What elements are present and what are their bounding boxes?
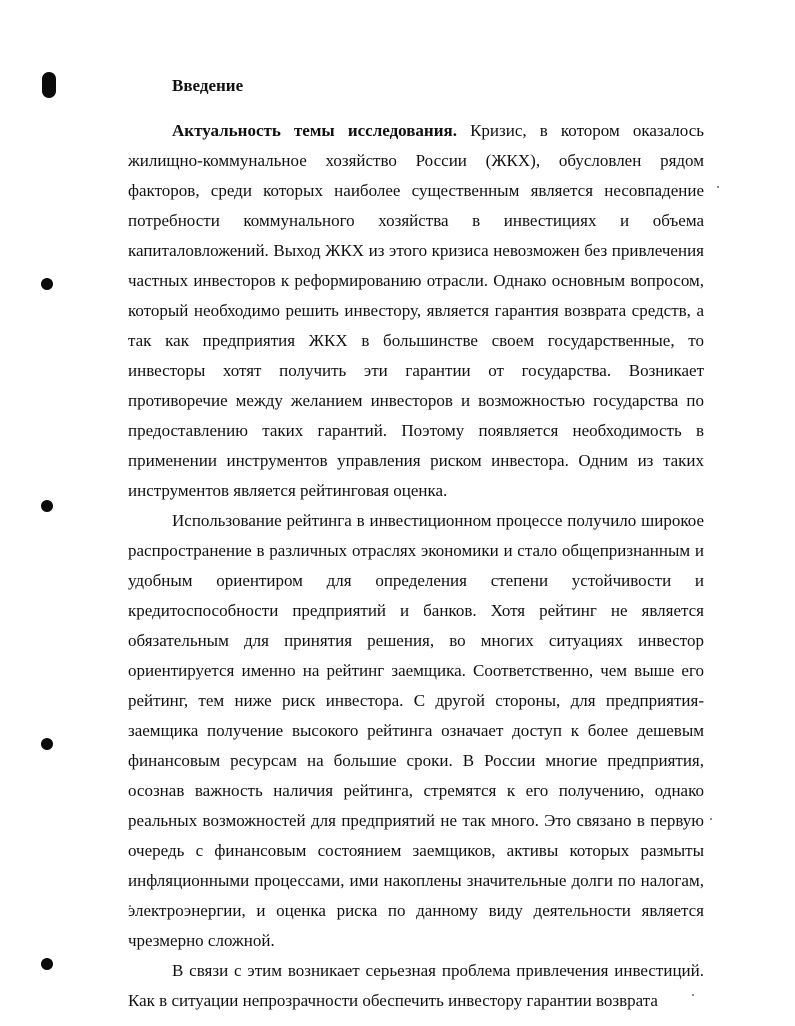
paragraph-1-lead: Актуальность темы исследования.	[172, 121, 457, 140]
page-heading: Введение	[172, 76, 244, 95]
paragraph-2: Использование рейтинга в инвестиционном процессе получило широкое распространение в различных отраслях экономики и стало общепризнанным и удобным ориентиром для определения степени устойчивости и кредитоспособности предприятий и банков. Хотя рейтинг не является обязательным для принятия решения, во многих ситуациях инвестор ориентируется именно на рейтинг заемщика. Соответственно, чем выше его рейтинг, тем ниже риск инвестора. С другой стороны, для предприятия-заемщика получение высокого рейтинга означает доступ к более дешевым финансовым ресурсам на большие сроки. В России многие предприятия, осознав важность наличия рейтинга, стремятся к его получению, однако реальных возможностей для предприятий не так много. Это связано в первую очередь с финансовым состоянием заемщиков, активы которых размыты инфляционными процессами, ими накоплены значительные долги по налогам, электроэнергии, и оценка риска по данному виду деятельности является чрезмерно сложной.	[128, 511, 704, 950]
paragraph-3: В связи с этим возникает серьезная проблема привлечения инвестиций. Как в ситуации непрозрачности обеспечить инвестору гарантии возврата	[128, 961, 704, 1010]
binder-hole-3	[41, 738, 53, 750]
scan-speck	[710, 818, 712, 820]
body-text	[128, 116, 704, 1016]
paragraph-1	[128, 116, 704, 506]
binder-hole-2	[41, 500, 53, 512]
binder-hole-1	[41, 278, 53, 290]
scan-speck	[717, 186, 719, 188]
binder-hole-4	[41, 958, 53, 970]
binder-hole-top	[42, 72, 56, 98]
paragraph-1-text: Кризис, в котором оказалось жилищно-коммунальное хозяйство России (ЖКХ), обусловлен рядом факторов, среди которых наиболее существенным является несовпадение потребности коммунального хозяйства в инвестициях и объема капиталовложений. Выход ЖКХ из этого кризиса невозможен без привлечения частных инвесторов к реформированию отрасли. Однако основным вопросом, который необходимо решить инвестору, является гарантия возврата средств, а так как предприятия ЖКХ в большинстве своем государственные, то инвесторы хотят получить эти гарантии от государства. Возникает противоречие между желанием инвесторов и возможностью государства по предоставлению таких гарантий. Поэтому появляется необходимость в применении инструментов управления риском инвестора. Одним из таких инструментов является рейтинговая оценка.	[128, 121, 705, 500]
